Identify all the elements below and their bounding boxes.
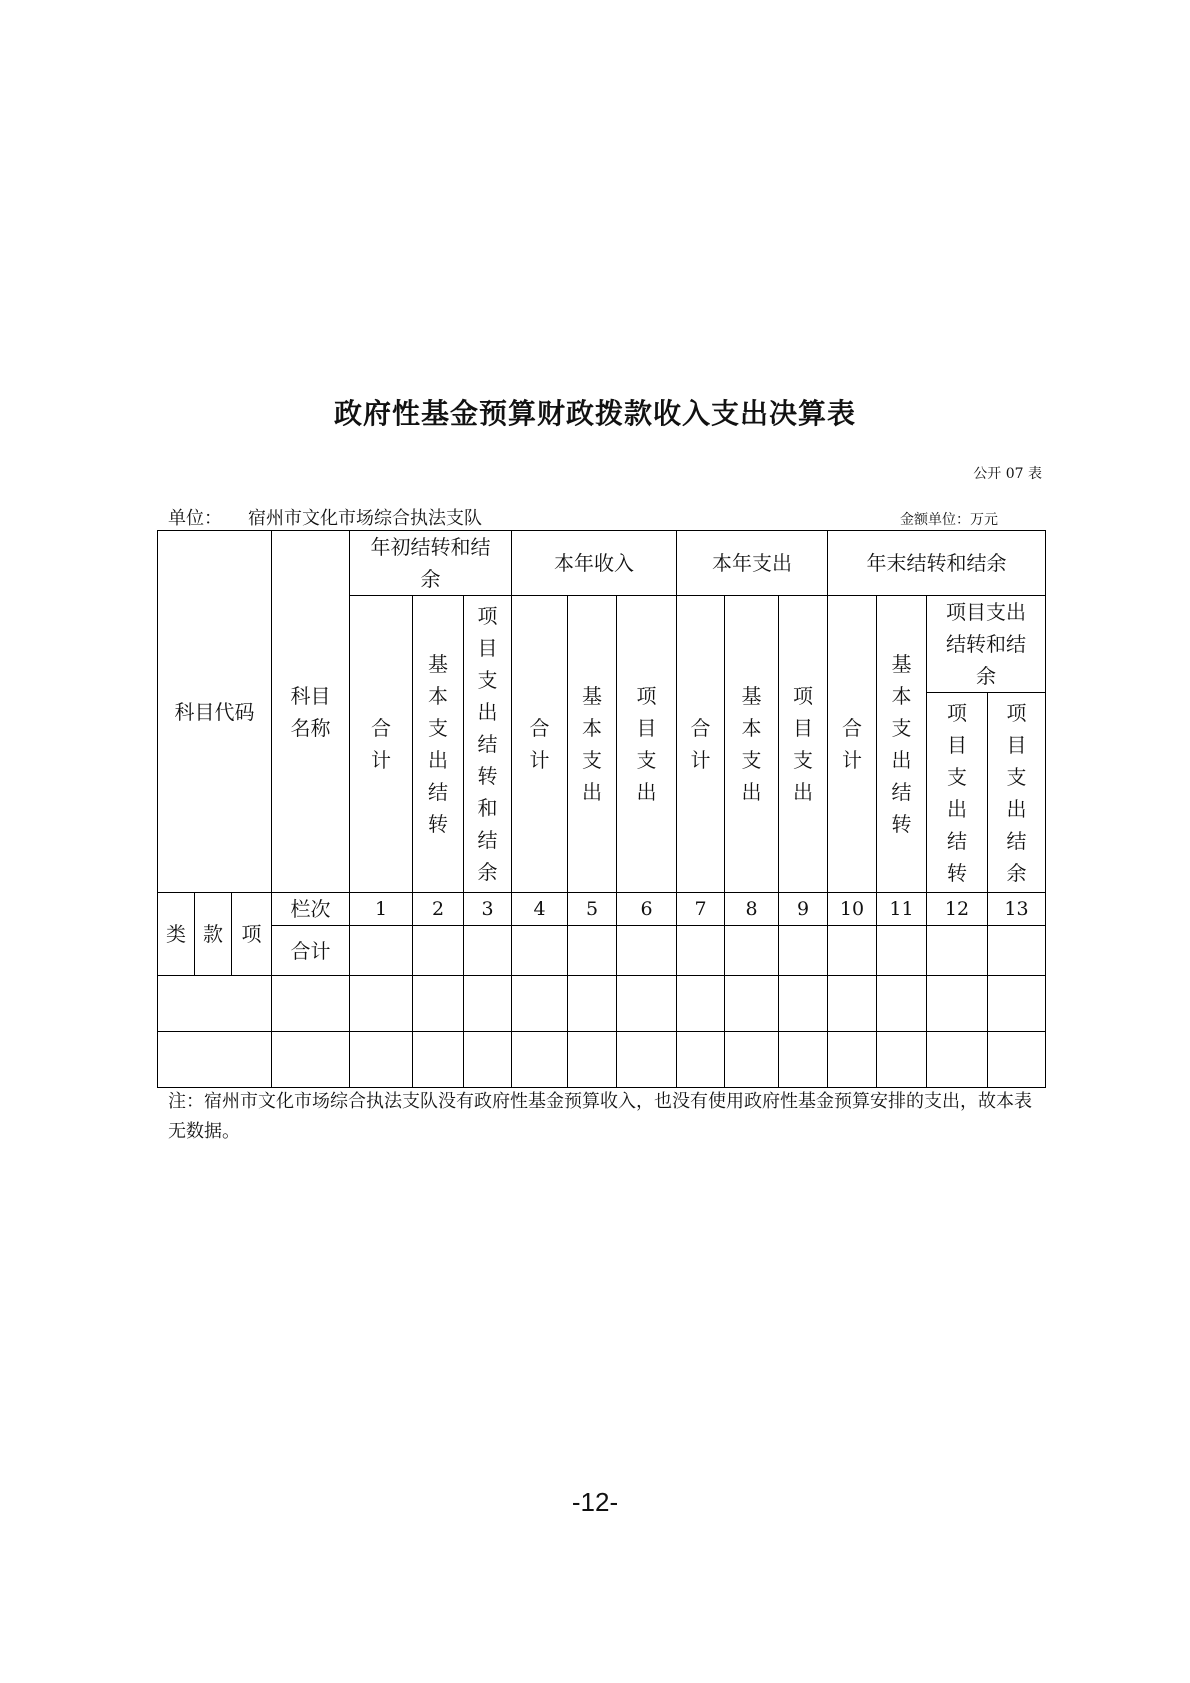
total-cell: [927, 926, 988, 976]
table-row: [158, 1032, 1046, 1088]
column-number: 3: [464, 893, 512, 926]
income-basic-header: 基本支出: [568, 596, 617, 893]
column-number: 4: [512, 893, 568, 926]
table-note: 注：宿州市文化市场综合执法支队没有政府性基金预算收入，也没有使用政府性基金预算安排的支出，故本表无数据。: [168, 1091, 1032, 1142]
total-cell: [877, 926, 927, 976]
group-income-header: 本年收入: [512, 531, 677, 596]
unit-value: 宿州市文化市场综合执法支队: [248, 508, 482, 529]
column-number: 9: [779, 893, 828, 926]
subject-name-header: 科目名称: [272, 531, 350, 893]
column-number: 13: [988, 893, 1046, 926]
column-number: 7: [677, 893, 725, 926]
row-index-label: 栏次: [272, 893, 350, 926]
column-number: 6: [617, 893, 677, 926]
form-number: 公开 07 表: [973, 466, 1042, 482]
page-title: 政府性基金预算财政拨款收入支出决算表: [333, 397, 856, 430]
group-begin-header: 年初结转和结余: [350, 531, 512, 596]
group-expense-header: 本年支出: [677, 531, 828, 596]
budget-table: [157, 530, 1046, 1088]
total-cell: [617, 926, 677, 976]
column-number: 2: [413, 893, 464, 926]
total-cell: [677, 926, 725, 976]
column-number: 1: [350, 893, 413, 926]
end-project-surplus-header: 项目支出结余: [988, 693, 1046, 893]
total-cell: [725, 926, 779, 976]
column-number: 8: [725, 893, 779, 926]
total-cell: [828, 926, 877, 976]
total-cell: [779, 926, 828, 976]
column-number: 12: [927, 893, 988, 926]
column-number: 10: [828, 893, 877, 926]
income-project-header: 项目支出: [617, 596, 677, 893]
total-cell: [464, 926, 512, 976]
total-cell: [350, 926, 413, 976]
money-unit: 金额单位：万元: [900, 512, 998, 528]
lei-header: 类: [158, 893, 195, 976]
expense-basic-header: 基本支出: [725, 596, 779, 893]
page-number: -12-: [571, 1487, 619, 1517]
group-end-header: 年末结转和结余: [828, 531, 1046, 596]
expense-project-header: 项目支出: [779, 596, 828, 893]
end-total-header: 合计: [828, 596, 877, 893]
column-number: 5: [568, 893, 617, 926]
xiang-header: 项: [232, 893, 272, 976]
income-total-header: 合计: [512, 596, 568, 893]
begin-basic-carry-header: 基本支出结转: [413, 596, 464, 893]
total-cell: [568, 926, 617, 976]
table-row: [158, 976, 1046, 1032]
kuan-header: 款: [195, 893, 232, 976]
end-project-carry-surplus-header: 项目支出结转和结余: [927, 596, 1046, 693]
subject-code-header: 科目代码: [158, 531, 272, 893]
begin-total-header: 合计: [350, 596, 413, 893]
begin-project-carry-surplus-header: 项目支出结转和结余: [464, 596, 512, 893]
end-project-carry-header: 项目支出结转: [927, 693, 988, 893]
expense-total-header: 合计: [677, 596, 725, 893]
row-total-label: 合计: [272, 926, 350, 976]
unit-line: [168, 504, 482, 530]
end-basic-carry-header: 基本支出结转: [877, 596, 927, 893]
unit-label: 单位：: [168, 508, 222, 529]
total-cell: [413, 926, 464, 976]
total-cell: [512, 926, 568, 976]
column-number: 11: [877, 893, 927, 926]
total-cell: [988, 926, 1046, 976]
